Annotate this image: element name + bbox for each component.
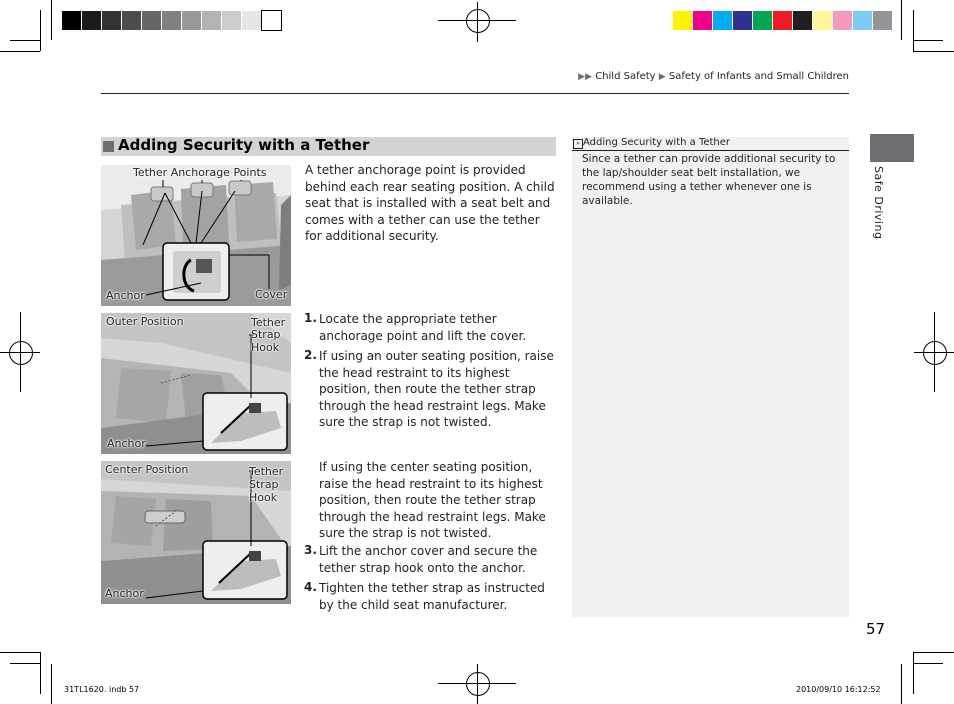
gray-swatch [62, 11, 81, 30]
color-swatch [873, 11, 892, 30]
sidebar-note-panel [572, 137, 849, 617]
label-tether: Tether [249, 465, 284, 478]
step-text: If using the center seating position, raise the head restraint to its highest position, then route the tether strap through the head restraint legs. Make sure the strap is not twisted. [319, 460, 546, 540]
color-swatch [813, 11, 832, 30]
label-tether: Tether [251, 316, 286, 329]
breadcrumb-arrow-icon: ▶ [658, 72, 666, 82]
gray-swatch [242, 11, 261, 30]
section-title: Adding Security with a Tether [118, 136, 370, 154]
section-square-icon [103, 141, 114, 152]
color-swatch [733, 11, 752, 30]
breadcrumb [578, 71, 849, 82]
label-strap: Strap [249, 478, 279, 491]
color-swatch [673, 11, 692, 30]
gray-swatch [162, 11, 181, 30]
label-anchor: Anchor [106, 289, 145, 302]
center-position-illustration [101, 461, 291, 604]
breadcrumb-arrow-icon: ▶▶ [578, 72, 592, 82]
gray-swatch [182, 11, 201, 30]
gray-swatch [202, 11, 221, 30]
gray-swatch [102, 11, 121, 30]
reference-icon: » [573, 139, 583, 149]
gray-swatch [222, 11, 241, 30]
chapter-tab[interactable] [870, 134, 914, 162]
step-number: 2. [304, 348, 317, 362]
color-swatch [713, 11, 732, 30]
gray-swatch [82, 11, 101, 30]
step-number: 1. [304, 311, 317, 325]
sidebar-heading-rule [572, 150, 849, 151]
sidebar-body: Since a tether can provide additional security to the lap/shoulder seat belt installation, we recommend using a tether whenever one is available. [582, 153, 836, 207]
label-anchor: Anchor [107, 437, 146, 450]
label-outer-position: Outer Position [106, 315, 184, 328]
color-swatch [693, 11, 712, 30]
breadcrumb-item-safety-infants[interactable]: Safety of Infants and Small Children [668, 71, 849, 82]
step-number: 3. [304, 543, 317, 557]
tether-anchorage-illustration [101, 165, 291, 306]
color-swatch [793, 11, 812, 30]
label-tether-anchorage-points: Tether Anchorage Points [133, 166, 267, 179]
label-hook: Hook [249, 491, 278, 504]
intro-paragraph: A tether anchorage point is provided behind each rear seating position. A child seat that is installed with a seat belt and comes with a tether can use the tether for additional security. [305, 163, 555, 243]
page-number: 57 [866, 620, 886, 638]
footer-timestamp: 2010/09/10 16:12:52 [796, 685, 881, 694]
outer-position-illustration [101, 313, 291, 454]
step-text: Locate the appropriate tether anchorage point and lift the cover. [319, 312, 527, 343]
label-cover: Cover [255, 288, 288, 301]
label-center-position: Center Position [105, 463, 189, 476]
label-hook: Hook [251, 341, 280, 354]
gray-swatch [142, 11, 161, 30]
header-rule [101, 93, 849, 94]
color-swatch [773, 11, 792, 30]
gray-swatch [262, 11, 281, 30]
label-strap: Strap [251, 328, 281, 341]
chapter-tab-label: Safe Driving [872, 166, 885, 240]
step-text: If using an outer seating position, raise the head restraint to its highest position, then route the tether strap through the head restraint legs. Make sure the strap is not twisted. [319, 349, 554, 429]
step-text: Tighten the tether strap as instructed by the child seat manufacturer. [319, 581, 545, 612]
color-swatch [753, 11, 772, 30]
gray-swatch [122, 11, 141, 30]
step-number: 4. [304, 580, 317, 594]
step-text: Lift the anchor cover and secure the tether strap hook onto the anchor. [319, 544, 538, 575]
color-swatch [853, 11, 872, 30]
color-swatch [833, 11, 852, 30]
sidebar-heading: Adding Security with a Tether [583, 137, 731, 148]
footer-file-info: 31TL1620. indb 57 [64, 685, 140, 694]
label-anchor: Anchor [105, 587, 144, 600]
breadcrumb-item-child-safety[interactable]: Child Safety [595, 71, 656, 82]
